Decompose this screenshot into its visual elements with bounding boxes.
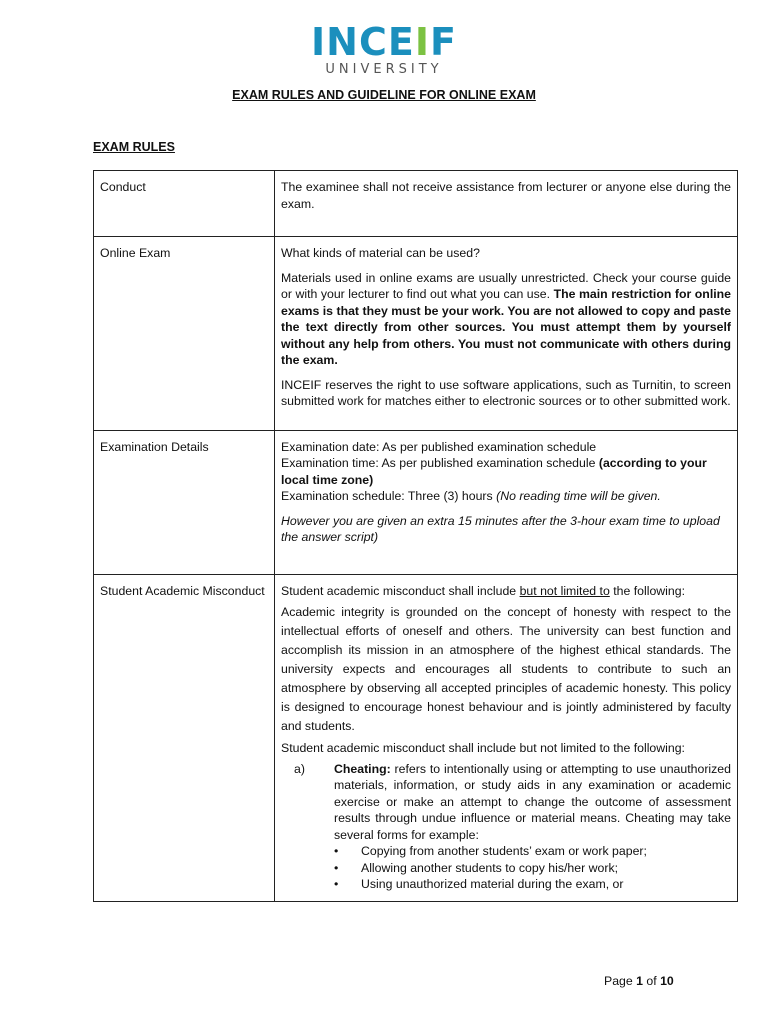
logo-word-accent: I (414, 20, 430, 64)
page-footer (604, 974, 674, 988)
exam-schedule-text: Examination schedule: Three (3) hours (281, 489, 497, 503)
misconduct-intro-2: Student academic misconduct shall include but not limited to the following: (281, 741, 685, 755)
logo-wordmark (0, 22, 768, 62)
spacer (281, 554, 731, 566)
spacer (281, 220, 731, 228)
exam-schedule-note: (No reading time will be given. (496, 489, 661, 503)
list-item (334, 876, 731, 893)
row-content-misconduct (275, 574, 738, 901)
online-exam-materials (281, 270, 731, 369)
logo-subtitle: UNIVERSITY (325, 62, 443, 77)
row-label-conduct: Conduct (94, 171, 275, 237)
list-item-text: Allowing another students to copy his/her work; (361, 860, 619, 875)
row-content-online-exam (275, 237, 738, 431)
table-row (94, 237, 738, 431)
bullet-icon: • (334, 844, 339, 858)
cheating-term: Cheating: (334, 761, 391, 776)
misconduct-intro-underline: but not limited to (519, 583, 610, 598)
misconduct-intro (281, 583, 731, 600)
logo-word-part2: F (429, 20, 457, 64)
academic-integrity-text: Academic integrity is grounded on the concept of honesty with respect to the intellectual efforts of oneself and others. The university can best function and accomplish its mission in an atmosphere of the highest ethical standards. The university expects and encourages all students to contribute to such an atmosphere by observing all accepted principles of academic honesty. This policy is designed to encourage honest behaviour and is jointly administered by faculty and students. (281, 605, 731, 733)
row-content-conduct (275, 171, 738, 237)
item-letter: a) (294, 761, 305, 776)
list-item (334, 860, 731, 877)
list-item-text: Copying from another students’ exam or work paper; (361, 844, 647, 858)
bullet-icon: • (334, 860, 339, 875)
materials-text: Materials used in online exams are usually unrestricted. Check your course guide or with your lecturer to find out what you can use. (281, 270, 731, 301)
page-word: Page (604, 974, 637, 988)
bullet-icon: • (334, 877, 339, 891)
spacer (281, 418, 731, 422)
table-row (94, 574, 738, 901)
list-item-text: Using unauthorized material during the exam, or (361, 877, 624, 891)
online-exam-question: What kinds of material can be used? (281, 246, 480, 260)
exam-extra-time: However you are given an extra 15 minutes after the 3-hour exam time to upload the answer script) (281, 513, 720, 544)
row-label-misconduct: Student Academic Misconduct (94, 574, 275, 901)
row-label-online-exam: Online Exam (94, 237, 275, 431)
misconduct-intro-end: the following: (609, 583, 685, 598)
exam-schedule (281, 488, 731, 505)
conduct-text: The examinee shall not receive assistance from lecturer or anyone else during the exam. (281, 180, 731, 211)
item-body (334, 761, 731, 893)
section-title: EXAM RULES (93, 140, 175, 154)
document-title: EXAM RULES AND GUIDELINE FOR ONLINE EXAM (232, 88, 536, 102)
misconduct-item-cheating (281, 761, 731, 893)
inceif-logo (0, 22, 768, 78)
table-row (94, 171, 738, 237)
row-label-exam-details: Examination Details (94, 430, 275, 574)
cheating-text: refers to intentionally using or attempting to use unauthorized materials, information, or study aids in any examination or academic exercise or make an attempt to change the outcome of assessment results through undue influence or material means. Cheating may take several forms for example: (334, 761, 731, 842)
logo-word-part1: INCE (311, 20, 415, 64)
materials-restriction: The main restriction for online exams is that they must be your work. You are not allowed to copy and paste the text directly from other sources. You must attempt them by yourself without any help from others. You must not communicate with others during the exam. (281, 287, 731, 367)
exam-date: Examination date: As per published examination schedule (281, 439, 597, 454)
misconduct-intro-text: Student academic misconduct shall include (281, 583, 520, 598)
exam-time-zone: (according to your local time zone) (281, 456, 707, 487)
exam-time (281, 455, 731, 488)
online-exam-turnitin: INCEIF reserves the right to use software applications, such as Turnitin, to screen submitted work for matches either to electronic sources or to other submitted work. (281, 377, 731, 408)
exam-rules-table (93, 170, 738, 902)
exam-time-text: Examination time: As per published examination schedule (281, 456, 599, 470)
cheating-definition (334, 761, 731, 844)
total-pages: 10 (660, 974, 674, 988)
cheating-examples-list (334, 843, 731, 893)
list-item (334, 843, 731, 860)
of-word: of (642, 974, 661, 988)
current-page: 1 (636, 974, 643, 988)
row-content-exam-details (275, 430, 738, 574)
table-row (94, 430, 738, 574)
